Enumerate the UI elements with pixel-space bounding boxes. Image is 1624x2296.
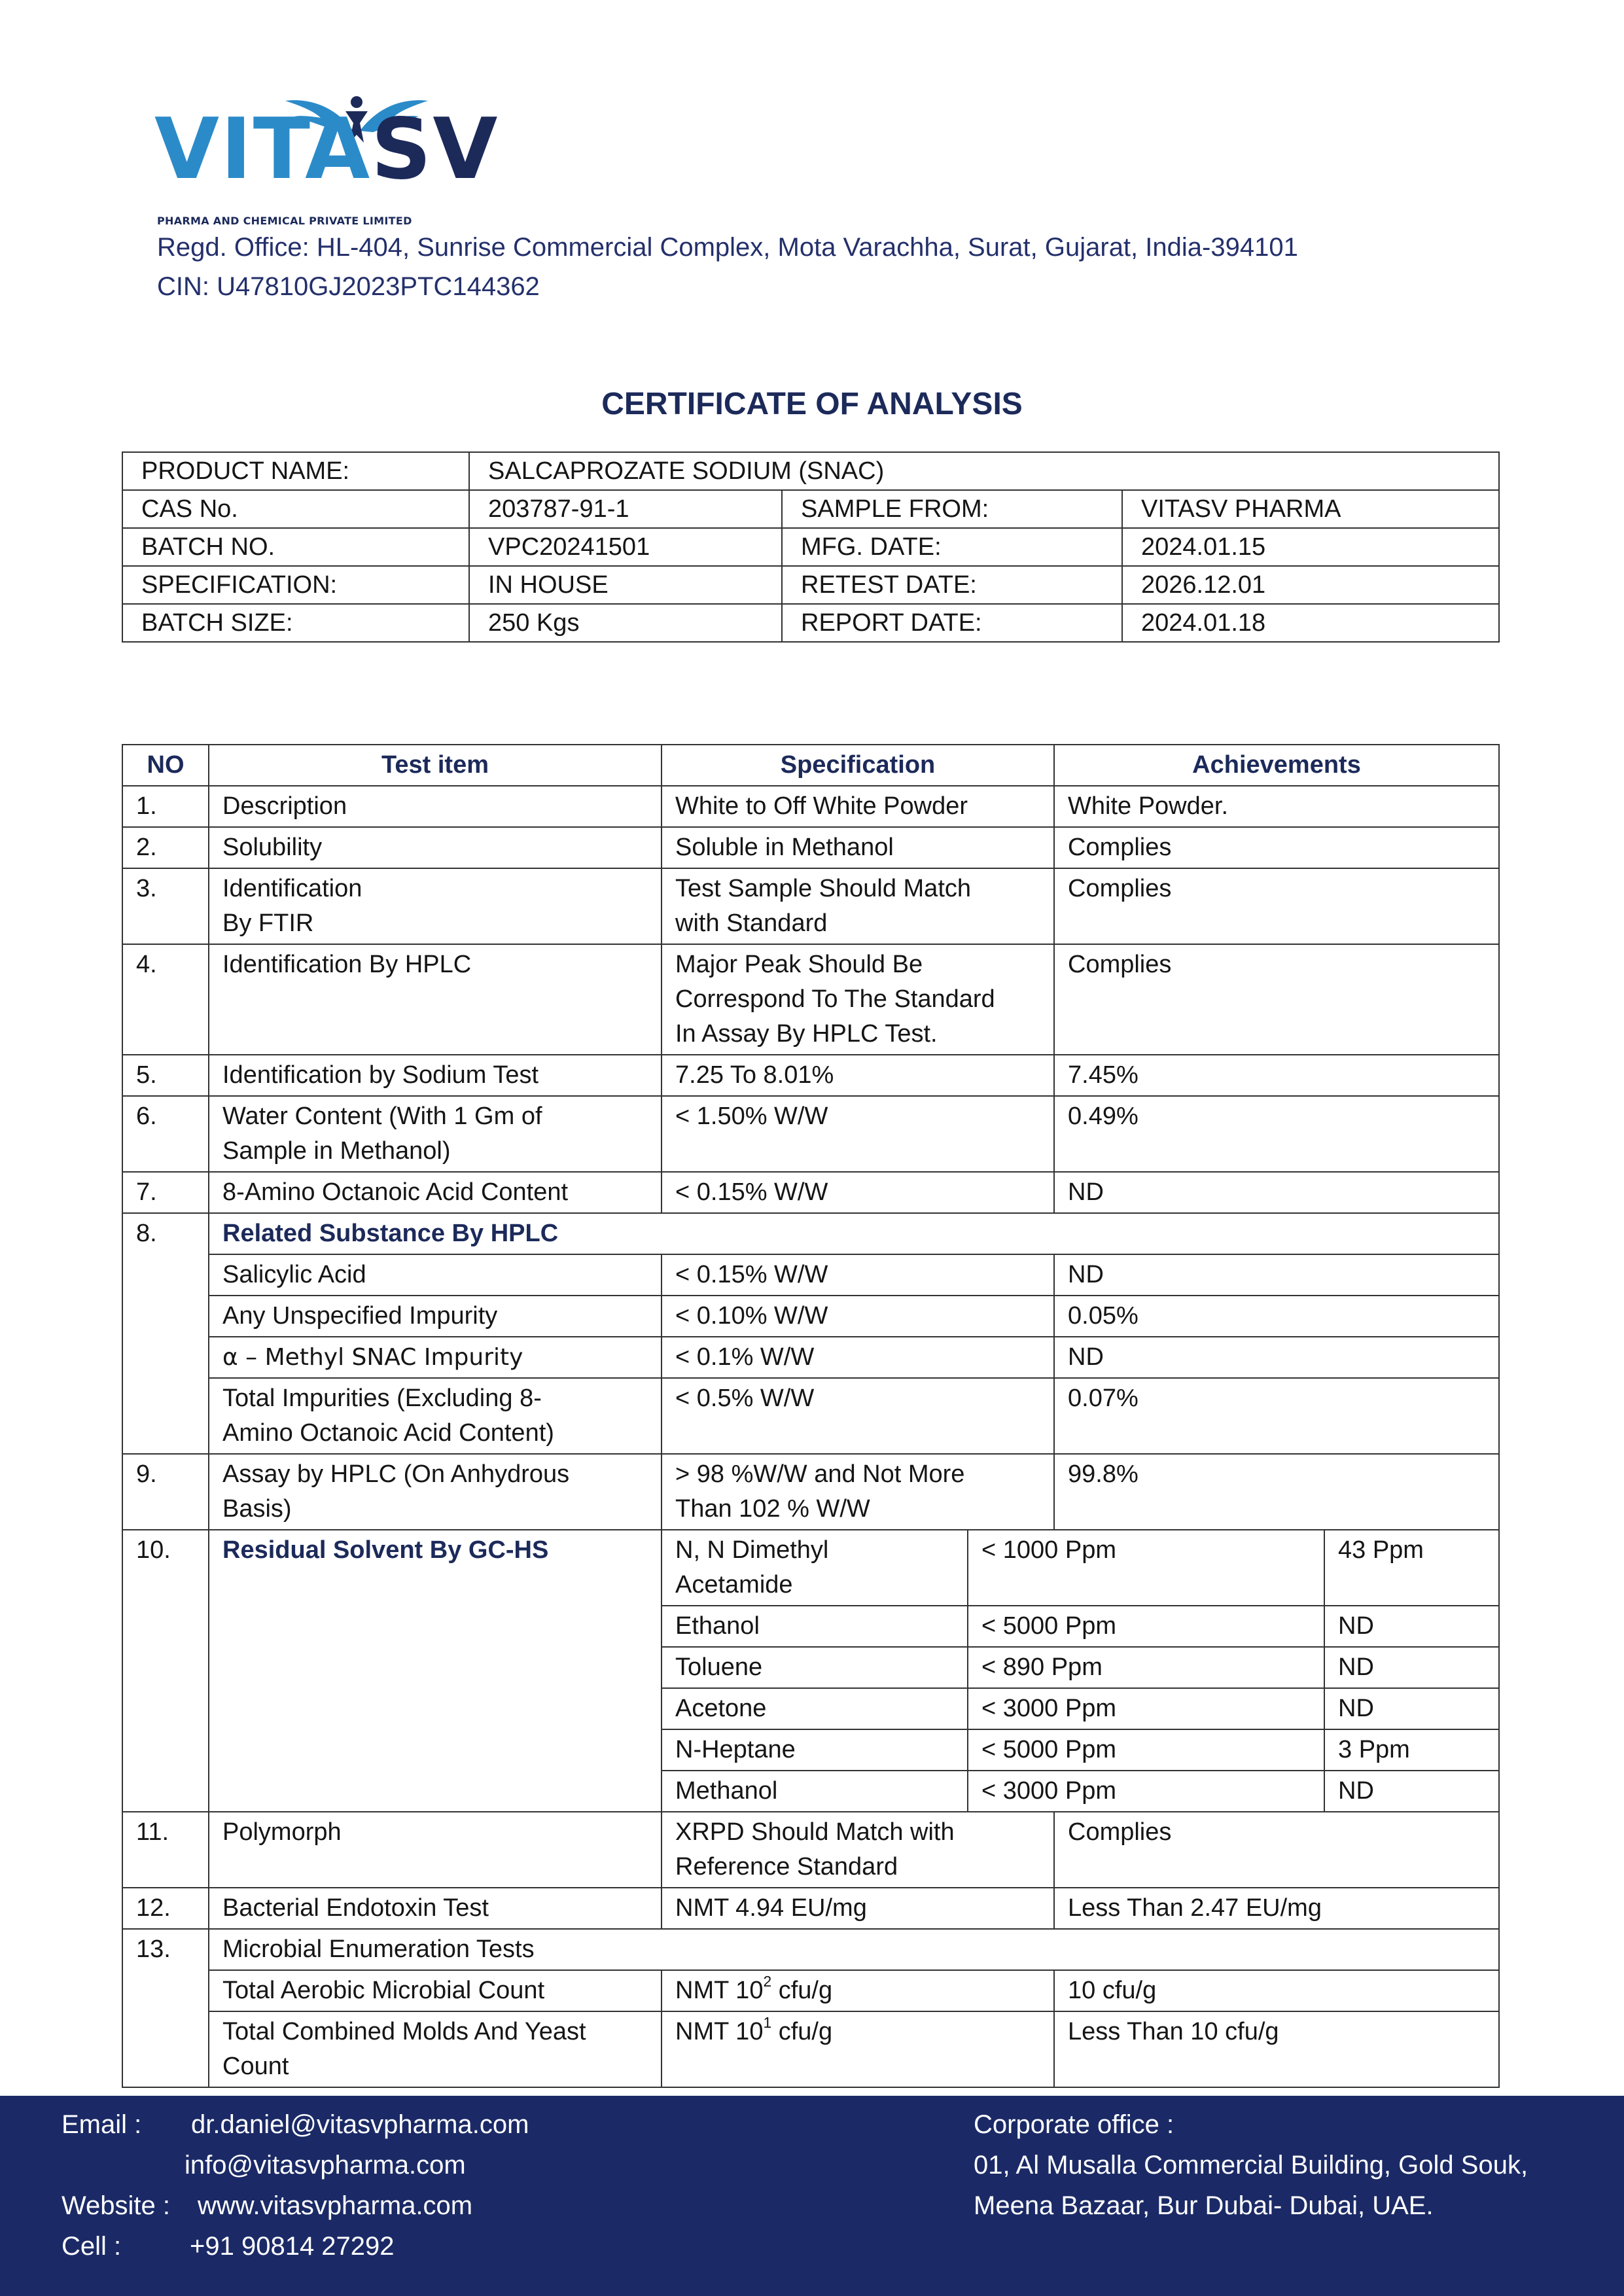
row-no: 10. (122, 1530, 209, 1812)
regd-office-address: Regd. Office: HL-404, Sunrise Commercial Complex, Mota Varachha, Surat, Gujarat, India-394101 (157, 233, 1298, 262)
col-header-specification: Specification (662, 745, 1054, 786)
specification: < 0.10% W/W (662, 1296, 1054, 1337)
text-line: Total Impurities (Excluding 8- (222, 1385, 542, 1412)
achievement: 10 cfu/g (1054, 1970, 1499, 2011)
info-value: 2024.01.18 (1122, 604, 1499, 642)
achievement: ND (1054, 1254, 1499, 1296)
specification (662, 944, 1054, 1055)
section-heading: Residual Solvent By GC-HS (209, 1530, 662, 1812)
test-item: 8-Amino Octanoic Acid Content (209, 1172, 662, 1213)
section-heading: Microbial Enumeration Tests (209, 1929, 1499, 1970)
table-row (122, 1970, 1499, 2011)
achievement: White Powder. (1054, 786, 1499, 827)
text-line: Count (222, 2053, 289, 2080)
table-row (122, 528, 1499, 566)
achievement: ND (1054, 1172, 1499, 1213)
page-title: CERTIFICATE OF ANALYSIS (601, 387, 1023, 421)
info-value: 2024.01.15 (1122, 528, 1499, 566)
specification: < 0.15% W/W (662, 1172, 1054, 1213)
achievement: 7.45% (1054, 1055, 1499, 1096)
table-row (122, 786, 1499, 827)
product-info-table (122, 451, 1500, 643)
text-line: Basis) (222, 1495, 292, 1523)
table-row (122, 452, 1499, 490)
spec-text: NMT 10 (675, 2018, 764, 2045)
info-value: VPC20241501 (469, 528, 782, 566)
solvent-name (662, 1530, 968, 1606)
text-line: XRPD Should Match with (675, 1818, 955, 1846)
text-line: Assay by HPLC (On Anhydrous (222, 1460, 570, 1488)
test-item: Identification By HPLC (209, 944, 662, 1055)
test-results-table (122, 744, 1500, 2088)
table-row (122, 944, 1499, 1055)
specification: NMT 4.94 EU/mg (662, 1888, 1054, 1929)
cin-number: CIN: U47810GJ2023PTC144362 (157, 272, 540, 301)
info-label: CAS No. (122, 490, 469, 528)
footer-contact-bar (0, 2096, 1624, 2296)
text-line: Than 102 % W/W (675, 1495, 870, 1523)
product-name-value: SALCAPROZATE SODIUM (SNAC) (469, 452, 1499, 490)
brand-part-vita: VITA (154, 101, 372, 198)
achievement: 0.07% (1054, 1378, 1499, 1454)
row-no: 12. (122, 1888, 209, 1929)
cell-number: +91 90814 27292 (190, 2232, 395, 2261)
email-label: Email : (62, 2110, 142, 2139)
solvent-limit: < 5000 Ppm (968, 1729, 1324, 1771)
table-row (122, 566, 1499, 604)
text-line: Acetamide (675, 1571, 793, 1598)
text-line: Water Content (With 1 Gm of (222, 1103, 542, 1130)
text-line: > 98 %W/W and Not More (675, 1460, 965, 1488)
row-no: 4. (122, 944, 209, 1055)
corporate-address-line2: Meena Bazaar, Bur Dubai- Dubai, UAE. (974, 2191, 1434, 2220)
info-value: VITASV PHARMA (1122, 490, 1499, 528)
achievement: 0.05% (1054, 1296, 1499, 1337)
spec-unit: cfu/g (771, 1977, 833, 2004)
brand-tagline: PHARMA AND CHEMICAL PRIVATE LIMITED (157, 215, 412, 227)
info-label: SPECIFICATION: (122, 566, 469, 604)
spec-exponent: 2 (763, 1973, 772, 1990)
info-label: MFG. DATE: (782, 528, 1122, 566)
corporate-address-line1: 01, Al Musalla Commercial Building, Gold Souk, (974, 2151, 1528, 2180)
email-link-primary[interactable]: dr.daniel@vitasvpharma.com (191, 2110, 529, 2139)
product-name-label: PRODUCT NAME: (122, 452, 469, 490)
solvent-limit: < 5000 Ppm (968, 1606, 1324, 1647)
table-row (122, 827, 1499, 868)
table-row (122, 1812, 1499, 1888)
info-value: 250 Kgs (469, 604, 782, 642)
table-row (122, 1296, 1499, 1337)
specification (662, 1812, 1054, 1888)
test-item (209, 1096, 662, 1172)
text-line: Major Peak Should Be (675, 951, 923, 978)
test-item: Identification by Sodium Test (209, 1055, 662, 1096)
spec-unit: cfu/g (771, 2018, 833, 2045)
text-line: In Assay By HPLC Test. (675, 1020, 938, 1048)
spec-exponent: 1 (763, 2014, 772, 2032)
solvent-result: ND (1324, 1606, 1499, 1647)
col-header-test-item: Test item (209, 745, 662, 786)
row-no: 13. (122, 1929, 209, 2087)
test-item: Solubility (209, 827, 662, 868)
text-line: N, N Dimethyl (675, 1536, 829, 1564)
table-row (122, 1337, 1499, 1378)
table-row (122, 1888, 1499, 1929)
info-label: SAMPLE FROM: (782, 490, 1122, 528)
email-link-info[interactable]: info@vitasvpharma.com (185, 2151, 466, 2180)
specification: < 0.1% W/W (662, 1337, 1054, 1378)
spec-text: NMT 10 (675, 1977, 764, 2004)
row-no: 1. (122, 786, 209, 827)
test-item: Bacterial Endotoxin Test (209, 1888, 662, 1929)
brand-part-sv: SV (371, 101, 499, 198)
text-line: Amino Octanoic Acid Content) (222, 1419, 554, 1447)
achievement: Complies (1054, 868, 1499, 944)
table-row (122, 1530, 1499, 1606)
text-line: Correspond To The Standard (675, 985, 995, 1013)
table-row (122, 1254, 1499, 1296)
test-item: Any Unspecified Impurity (209, 1296, 662, 1337)
info-value: IN HOUSE (469, 566, 782, 604)
table-row (122, 1172, 1499, 1213)
table-row (122, 2011, 1499, 2087)
test-item (209, 1378, 662, 1454)
specification: < 0.5% W/W (662, 1378, 1054, 1454)
test-item: Polymorph (209, 1812, 662, 1888)
col-header-no: NO (122, 745, 209, 786)
brand-wordmark (154, 101, 499, 198)
section-heading: Related Substance By HPLC (209, 1213, 1499, 1254)
corporate-office-label: Corporate office : (974, 2110, 1174, 2139)
row-no: 8. (122, 1213, 209, 1454)
test-item (209, 2011, 662, 2087)
table-row (122, 868, 1499, 944)
solvent-result: 43 Ppm (1324, 1530, 1499, 1606)
achievement: Complies (1054, 944, 1499, 1055)
table-row (122, 1454, 1499, 1530)
specification: White to Off White Powder (662, 786, 1054, 827)
cell-label: Cell : (62, 2232, 122, 2261)
test-item: Salicylic Acid (209, 1254, 662, 1296)
achievement: Complies (1054, 1812, 1499, 1888)
solvent-limit: < 3000 Ppm (968, 1771, 1324, 1812)
row-no: 5. (122, 1055, 209, 1096)
text-line: Total Combined Molds And Yeast (222, 2018, 586, 2045)
website-label: Website : (62, 2191, 170, 2220)
specification: 7.25 To 8.01% (662, 1055, 1054, 1096)
info-value: 203787-91-1 (469, 490, 782, 528)
test-item: Description (209, 786, 662, 827)
text-line: Sample in Methanol) (222, 1137, 451, 1165)
achievement: ND (1054, 1337, 1499, 1378)
solvent-result: ND (1324, 1771, 1499, 1812)
info-label: RETEST DATE: (782, 566, 1122, 604)
solvent-name: Methanol (662, 1771, 968, 1812)
text-line: Reference Standard (675, 1853, 898, 1881)
text-line: with Standard (675, 910, 828, 937)
solvent-result: ND (1324, 1647, 1499, 1688)
row-no: 11. (122, 1812, 209, 1888)
test-item: α – Methyl SNAC Impurity (209, 1337, 662, 1378)
col-header-achievements: Achievements (1054, 745, 1499, 786)
specification (662, 1970, 1054, 2011)
table-row (122, 1096, 1499, 1172)
test-item: Total Aerobic Microbial Count (209, 1970, 662, 2011)
solvent-limit: < 3000 Ppm (968, 1688, 1324, 1729)
info-label: BATCH NO. (122, 528, 469, 566)
text-line: Test Sample Should Match (675, 875, 972, 902)
achievement: 99.8% (1054, 1454, 1499, 1530)
solvent-name: Ethanol (662, 1606, 968, 1647)
specification: < 1.50% W/W (662, 1096, 1054, 1172)
solvent-limit: < 890 Ppm (968, 1647, 1324, 1688)
solvent-name: Acetone (662, 1688, 968, 1729)
specification (662, 868, 1054, 944)
info-value: 2026.12.01 (1122, 566, 1499, 604)
text-line: By FTIR (222, 910, 314, 937)
row-no: 6. (122, 1096, 209, 1172)
test-item (209, 1454, 662, 1530)
specification: Soluble in Methanol (662, 827, 1054, 868)
achievement: Less Than 2.47 EU/mg (1054, 1888, 1499, 1929)
table-header-row (122, 745, 1499, 786)
solvent-result: 3 Ppm (1324, 1729, 1499, 1771)
achievement: Less Than 10 cfu/g (1054, 2011, 1499, 2087)
row-no: 7. (122, 1172, 209, 1213)
info-label: REPORT DATE: (782, 604, 1122, 642)
table-row (122, 490, 1499, 528)
table-row (122, 604, 1499, 642)
row-no: 9. (122, 1454, 209, 1530)
achievement: 0.49% (1054, 1096, 1499, 1172)
table-row (122, 1929, 1499, 1970)
text-line: Identification (222, 875, 362, 902)
achievement: Complies (1054, 827, 1499, 868)
specification: < 0.15% W/W (662, 1254, 1054, 1296)
test-item (209, 868, 662, 944)
solvent-name: N-Heptane (662, 1729, 968, 1771)
solvent-name: Toluene (662, 1647, 968, 1688)
info-label: BATCH SIZE: (122, 604, 469, 642)
solvent-result: ND (1324, 1688, 1499, 1729)
specification (662, 1454, 1054, 1530)
table-row (122, 1213, 1499, 1254)
row-no: 3. (122, 868, 209, 944)
website-link[interactable]: www.vitasvpharma.com (198, 2191, 473, 2220)
specification (662, 2011, 1054, 2087)
table-row (122, 1378, 1499, 1454)
row-no: 2. (122, 827, 209, 868)
table-row (122, 1055, 1499, 1096)
solvent-limit: < 1000 Ppm (968, 1530, 1324, 1606)
